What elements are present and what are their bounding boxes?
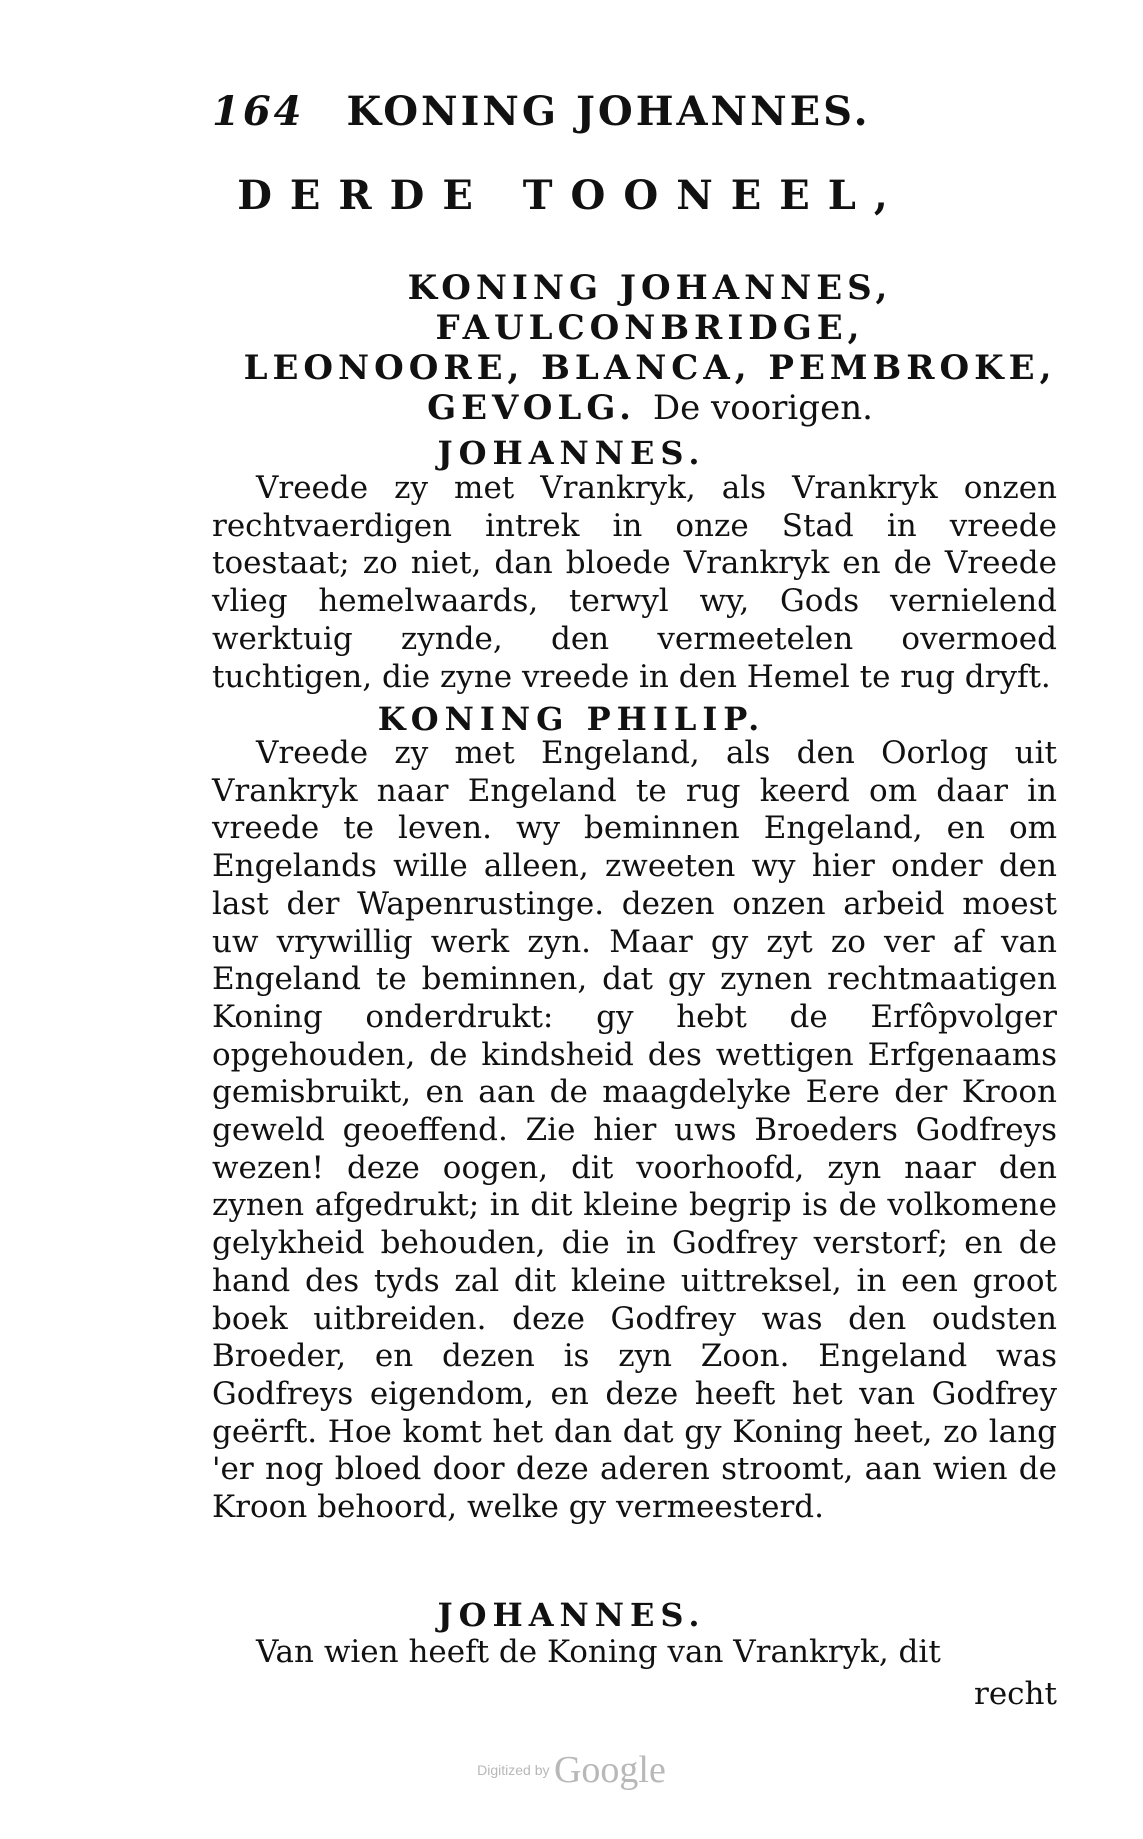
cast-line-3-rest: De voorigen.	[652, 388, 873, 428]
cast-line-1: KONING JOHANNES, FAULCONBRIDGE,	[407, 268, 893, 348]
cast-line-3	[210, 388, 1090, 428]
speech-koning-philip	[212, 735, 1057, 1527]
cast-list	[210, 268, 1090, 428]
watermark-brand: Google	[553, 1749, 666, 1791]
running-head	[212, 88, 871, 135]
speech-johannes-2	[212, 1634, 1057, 1672]
speaker-johannes-1: JOHANNES.	[437, 434, 706, 472]
speaker-koning-philip: KONING PHILIP.	[377, 700, 766, 738]
speech-text: Van wien heeft de Koning van Vrankryk, dit	[256, 1634, 941, 1670]
cast-line-3-caps: GEVOLG.	[427, 388, 636, 428]
speech-text: Vreede zy met Engeland, als den Oorlog uit Vrankryk naar Engeland te rug keerd om daar in vreede te leven. wy beminnen Engeland, en om Engelands wille alleen, zweeten wy hier onder den last der Wapenrustinge. dezen onzen arbeid moest uw vrywillig werk zyn. Maar gy zyt zo ver af van Engeland te beminnen, dat gy zynen rechtmaatigen Koning onderdrukt: gy hebt de Erfôpvolger opgehouden, de kindsheid des wettigen Erfgenaams gemisbruikt, en aan de maagdelyke Eere der Kroon geweld geoeffend. Zie hier uws Broeders Godfreys wezen! deze oogen, dit voorhoofd, zyn naar den zynen afgedrukt; in dit kleine begrip is de volkomene gelykheid behouden, die in Godfrey verstorf; en de hand des tyds zal dit kleine uittreksel, in een groot boek uitbreiden. deze Godfrey was den oudsten Broeder, en dezen is zyn Zoon. Engeland was Godfreys eigendom, en deze heeft het van Godfrey geërft. Hoe komt het dan dat gy Koning heet, zo lang 'er nog bloed door deze aderen stroomt, aan wien de Kroon behoord, welke gy vermeesterd.	[212, 735, 1057, 1526]
digitized-by-google-watermark	[0, 1748, 1143, 1792]
speaker-johannes-2: JOHANNES.	[437, 1596, 706, 1634]
running-title: KONING JOHANNES.	[346, 88, 871, 135]
scene-title: DERDE TOONEEL,	[237, 172, 906, 219]
catchword: recht	[974, 1676, 1057, 1712]
page-number: 164	[212, 88, 305, 135]
watermark-prefix: Digitized by	[477, 1762, 550, 1778]
speech-text: Vreede zy met Vrankryk, als Vrankryk onzen rechtvaerdigen intrek in onze Stad in vreede toestaat; zo niet, dan bloede Vrankryk en de Vreede vlieg hemelwaards, terwyl wy, Gods vernielend werktuig zynde, den vermeetelen overmoed tuchtigen, die zyne vreede in den Hemel te rug dryft.	[212, 470, 1057, 695]
cast-line-2: LEONOORE, BLANCA, PEMBROKE,	[243, 348, 1057, 388]
speech-johannes-1	[212, 470, 1057, 696]
